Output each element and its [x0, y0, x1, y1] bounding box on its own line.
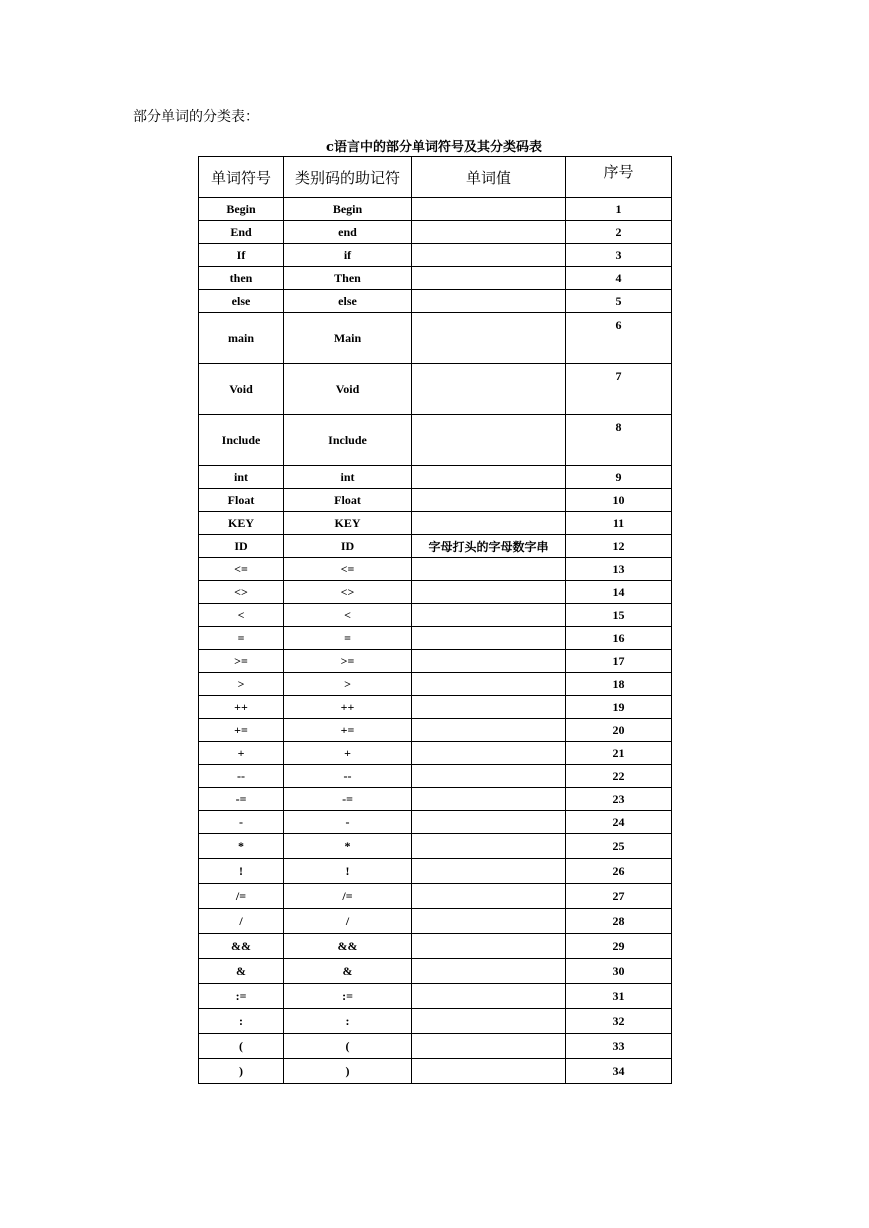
cell-mnemonic: Void	[284, 364, 412, 415]
table-row	[199, 558, 672, 581]
cell-seq: 10	[566, 489, 672, 512]
cell-mnemonic: int	[284, 466, 412, 489]
cell-symbol: !	[199, 859, 284, 884]
cell-seq: 7	[566, 364, 672, 415]
table-row	[199, 1059, 672, 1084]
cell-symbol: --	[199, 765, 284, 788]
cell-mnemonic: Include	[284, 415, 412, 466]
table-row	[199, 934, 672, 959]
cell-mnemonic: <=	[284, 558, 412, 581]
cell-value	[412, 604, 566, 627]
cell-seq: 4	[566, 267, 672, 290]
cell-mnemonic: ID	[284, 535, 412, 558]
cell-seq: 24	[566, 811, 672, 834]
cell-symbol: then	[199, 267, 284, 290]
cell-value	[412, 221, 566, 244]
table-row	[199, 1009, 672, 1034]
cell-value	[412, 673, 566, 696]
cell-seq: 34	[566, 1059, 672, 1084]
cell-seq: 11	[566, 512, 672, 535]
table-row	[199, 673, 672, 696]
cell-value: 字母打头的字母数字串	[412, 535, 566, 558]
cell-value	[412, 290, 566, 313]
cell-symbol: :	[199, 1009, 284, 1034]
cell-symbol: int	[199, 466, 284, 489]
cell-symbol: main	[199, 313, 284, 364]
cell-value	[412, 364, 566, 415]
cell-seq: 25	[566, 834, 672, 859]
cell-symbol: &	[199, 959, 284, 984]
cell-symbol: else	[199, 290, 284, 313]
cell-value	[412, 198, 566, 221]
cell-mnemonic: Then	[284, 267, 412, 290]
cell-value	[412, 313, 566, 364]
cell-mnemonic: +	[284, 742, 412, 765]
cell-value	[412, 765, 566, 788]
cell-mnemonic: ++	[284, 696, 412, 719]
cell-value	[412, 581, 566, 604]
cell-symbol: *	[199, 834, 284, 859]
table-row	[199, 489, 672, 512]
cell-mnemonic: )	[284, 1059, 412, 1084]
cell-value	[412, 959, 566, 984]
table-row	[199, 788, 672, 811]
cell-seq: 19	[566, 696, 672, 719]
cell-seq: 33	[566, 1034, 672, 1059]
table-row	[199, 313, 672, 364]
cell-seq: 9	[566, 466, 672, 489]
cell-seq: 15	[566, 604, 672, 627]
cell-symbol: Void	[199, 364, 284, 415]
cell-value	[412, 415, 566, 466]
table-row	[199, 198, 672, 221]
table-row	[199, 959, 672, 984]
cell-value	[412, 788, 566, 811]
cell-symbol: >=	[199, 650, 284, 673]
cell-value	[412, 1034, 566, 1059]
cell-symbol: )	[199, 1059, 284, 1084]
cell-symbol: Include	[199, 415, 284, 466]
table-row	[199, 415, 672, 466]
cell-value	[412, 650, 566, 673]
cell-seq: 22	[566, 765, 672, 788]
cell-seq: 31	[566, 984, 672, 1009]
cell-seq: 12	[566, 535, 672, 558]
cell-value	[412, 627, 566, 650]
cell-seq: 2	[566, 221, 672, 244]
cell-mnemonic: >=	[284, 650, 412, 673]
cell-mnemonic: if	[284, 244, 412, 267]
cell-value	[412, 742, 566, 765]
cell-value	[412, 244, 566, 267]
cell-mnemonic: /=	[284, 884, 412, 909]
cell-mnemonic: Float	[284, 489, 412, 512]
table-row	[199, 535, 672, 558]
cell-seq: 3	[566, 244, 672, 267]
cell-mnemonic: !	[284, 859, 412, 884]
table-row	[199, 221, 672, 244]
cell-symbol: /=	[199, 884, 284, 909]
cell-value	[412, 512, 566, 535]
cell-symbol: +=	[199, 719, 284, 742]
cell-mnemonic: >	[284, 673, 412, 696]
cell-seq: 18	[566, 673, 672, 696]
cell-mnemonic: :=	[284, 984, 412, 1009]
cell-mnemonic: <	[284, 604, 412, 627]
header-symbol: 单词符号	[199, 157, 284, 198]
table-row	[199, 742, 672, 765]
table-row	[199, 859, 672, 884]
cell-symbol: >	[199, 673, 284, 696]
cell-value	[412, 834, 566, 859]
cell-mnemonic: <>	[284, 581, 412, 604]
cell-value	[412, 267, 566, 290]
intro-text: 部分单词的分类表：	[133, 109, 259, 125]
cell-seq: 17	[566, 650, 672, 673]
table-row	[199, 696, 672, 719]
cell-symbol: KEY	[199, 512, 284, 535]
table-header-row	[199, 157, 672, 198]
cell-value	[412, 558, 566, 581]
cell-value	[412, 884, 566, 909]
cell-value	[412, 1059, 566, 1084]
table-row	[199, 719, 672, 742]
table-row	[199, 364, 672, 415]
cell-seq: 26	[566, 859, 672, 884]
cell-value	[412, 719, 566, 742]
table-body	[199, 198, 672, 1084]
cell-symbol: <	[199, 604, 284, 627]
table-row	[199, 650, 672, 673]
table-row	[199, 984, 672, 1009]
cell-symbol: (	[199, 1034, 284, 1059]
header-mnemonic: 类别码的助记符	[284, 157, 412, 198]
cell-seq: 13	[566, 558, 672, 581]
cell-seq: 27	[566, 884, 672, 909]
cell-seq: 8	[566, 415, 672, 466]
cell-value	[412, 1009, 566, 1034]
cell-seq: 20	[566, 719, 672, 742]
cell-seq: 1	[566, 198, 672, 221]
cell-value	[412, 489, 566, 512]
table-row	[199, 244, 672, 267]
cell-symbol: If	[199, 244, 284, 267]
cell-mnemonic: =	[284, 627, 412, 650]
cell-value	[412, 909, 566, 934]
cell-mnemonic: -	[284, 811, 412, 834]
cell-mnemonic: KEY	[284, 512, 412, 535]
cell-seq: 32	[566, 1009, 672, 1034]
cell-symbol: /	[199, 909, 284, 934]
cell-mnemonic: +=	[284, 719, 412, 742]
cell-mnemonic: end	[284, 221, 412, 244]
table-row	[199, 512, 672, 535]
cell-mnemonic: Main	[284, 313, 412, 364]
cell-seq: 30	[566, 959, 672, 984]
cell-symbol: Float	[199, 489, 284, 512]
cell-mnemonic: &	[284, 959, 412, 984]
cell-value	[412, 859, 566, 884]
table-row	[199, 909, 672, 934]
header-value: 单词值	[412, 157, 566, 198]
cell-value	[412, 934, 566, 959]
cell-value	[412, 984, 566, 1009]
cell-mnemonic: -=	[284, 788, 412, 811]
cell-symbol: End	[199, 221, 284, 244]
token-classification-table	[198, 156, 672, 1084]
table-row	[199, 466, 672, 489]
table-row	[199, 581, 672, 604]
cell-seq: 14	[566, 581, 672, 604]
table-row	[199, 604, 672, 627]
cell-seq: 16	[566, 627, 672, 650]
table-row	[199, 884, 672, 909]
cell-mnemonic: Begin	[284, 198, 412, 221]
cell-mnemonic: &&	[284, 934, 412, 959]
cell-mnemonic: *	[284, 834, 412, 859]
table-row	[199, 290, 672, 313]
cell-seq: 21	[566, 742, 672, 765]
cell-seq: 28	[566, 909, 672, 934]
cell-mnemonic: else	[284, 290, 412, 313]
table-row	[199, 267, 672, 290]
table-row	[199, 811, 672, 834]
cell-symbol: ID	[199, 535, 284, 558]
cell-symbol: -=	[199, 788, 284, 811]
cell-mnemonic: :	[284, 1009, 412, 1034]
header-seq: 序号	[566, 157, 672, 198]
cell-mnemonic: /	[284, 909, 412, 934]
cell-symbol: :=	[199, 984, 284, 1009]
table-caption: c语言中的部分单词符号及其分类码表	[326, 140, 542, 155]
cell-symbol: ++	[199, 696, 284, 719]
cell-symbol: +	[199, 742, 284, 765]
cell-seq: 23	[566, 788, 672, 811]
table-row	[199, 627, 672, 650]
cell-value	[412, 466, 566, 489]
table-row	[199, 1034, 672, 1059]
cell-value	[412, 696, 566, 719]
cell-seq: 29	[566, 934, 672, 959]
cell-symbol: Begin	[199, 198, 284, 221]
cell-seq: 5	[566, 290, 672, 313]
cell-symbol: &&	[199, 934, 284, 959]
cell-symbol: -	[199, 811, 284, 834]
cell-symbol: <=	[199, 558, 284, 581]
cell-value	[412, 811, 566, 834]
cell-mnemonic: (	[284, 1034, 412, 1059]
cell-mnemonic: --	[284, 765, 412, 788]
table-row	[199, 834, 672, 859]
table-row	[199, 765, 672, 788]
cell-symbol: =	[199, 627, 284, 650]
cell-symbol: <>	[199, 581, 284, 604]
cell-seq: 6	[566, 313, 672, 364]
